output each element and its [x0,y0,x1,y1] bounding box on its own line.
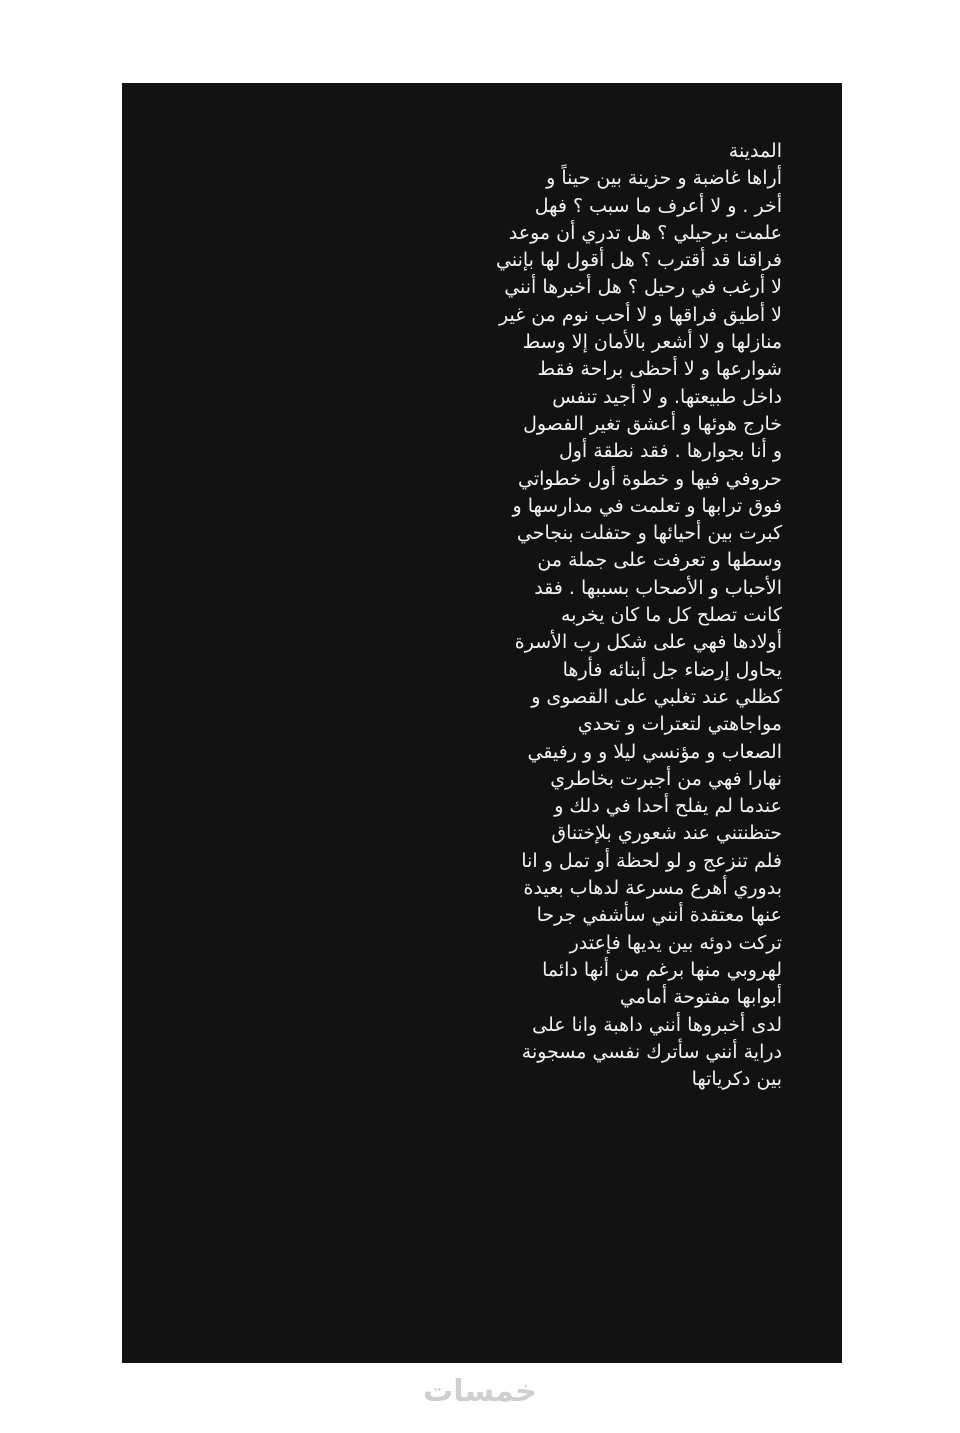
poem-line: أخر . و لا أعرف ما سبب ؟ فهل [534,194,782,217]
poem-line: عنها معتقدة أنني سأشفي جرحا [536,904,782,927]
poem-line: وسطها و تعرفت على جملة من [537,549,782,572]
poem-line: تركت دوئه بين يديها فإعتدر [569,931,782,954]
poem-line: أراها غاضبة و حزينة بين حيناً و [546,167,782,190]
poem-line: عندما لم يفلح أحدا في دلك و [554,795,782,818]
watermark-logo: خمسات [423,1374,537,1409]
poem-line: لا أطيق فراقها و لا أحب نوم من غير [499,303,782,326]
poem-line: دراية أنني سأترك نفسي مسجونة [521,1040,782,1063]
poem-title: المدينة [728,140,782,162]
poem-line: شوارعها و لا أحظى براحة فقط [537,358,782,381]
poem-line: نهارا فهي من أجبرت بخاطري [550,767,782,790]
poem-line: مواجاهتي لتعترات و تحدي [577,713,782,736]
poem-line: كظلي عند تغلبي على القصوى و [531,685,782,708]
poem-line: بدوري أهرع مسرعة لدهاب بعيدة [523,877,782,900]
poem-line: لدى أخبروها أنني داهبة وانا على [532,1013,782,1036]
poem-line: فوق ترابها و تعلمت في مدارسها و [512,494,782,517]
poem-line: فلم تنزعج و لو لحظة أو تمل و انا [521,849,782,872]
poem-line: فراقنا قد أقترب ؟ هل أقول لها بإنني [496,249,782,272]
poem-line: منازلها و لا أشعر بالأمان إلا وسط [522,331,782,354]
poem-line: الأحباب و الأصحاب بسببها . فقد [534,576,782,599]
poem-line: يحاول إرضاء جل أبنائه فأرها [562,658,782,681]
poem-line: و أنا بجوارها . فقد نطقة أول [558,440,782,463]
poem-line: داخل طبيعتها. و لا أجيد تنفس [552,385,782,408]
poem-line: بين دكرياتها [691,1068,782,1091]
poem-line: كانت تصلح كل ما كان يخربه [561,604,782,627]
poem-line: خارج هوئها و أعشق تغير الفصول [523,412,782,435]
poem-line: أبوابها مفتوحة أمامي [619,986,782,1009]
poem-line: أولادها فهي على شكل رب الأسرة [514,631,782,654]
poem-line: لا أرغب في رحيل ؟ هل أخبرها أنني [504,276,782,299]
poem-line: حروفي فيها و خطوة أول خطواتي [518,467,782,490]
poem-line: كبرت بين أحيائها و حتفلت بنجاحي [516,522,782,545]
poem-line: الصعاب و مؤنسي ليلا و و رفيقي [527,740,782,763]
poem-line: حتظنتني عند شعوري بلإختناق [551,822,782,845]
poem-line: علمت برحيلي ؟ هل تدري أن موعد [508,221,782,244]
poem-text-block [482,138,782,1093]
poem-line: لهروبي منها برغم من أنها دائما [542,958,782,981]
